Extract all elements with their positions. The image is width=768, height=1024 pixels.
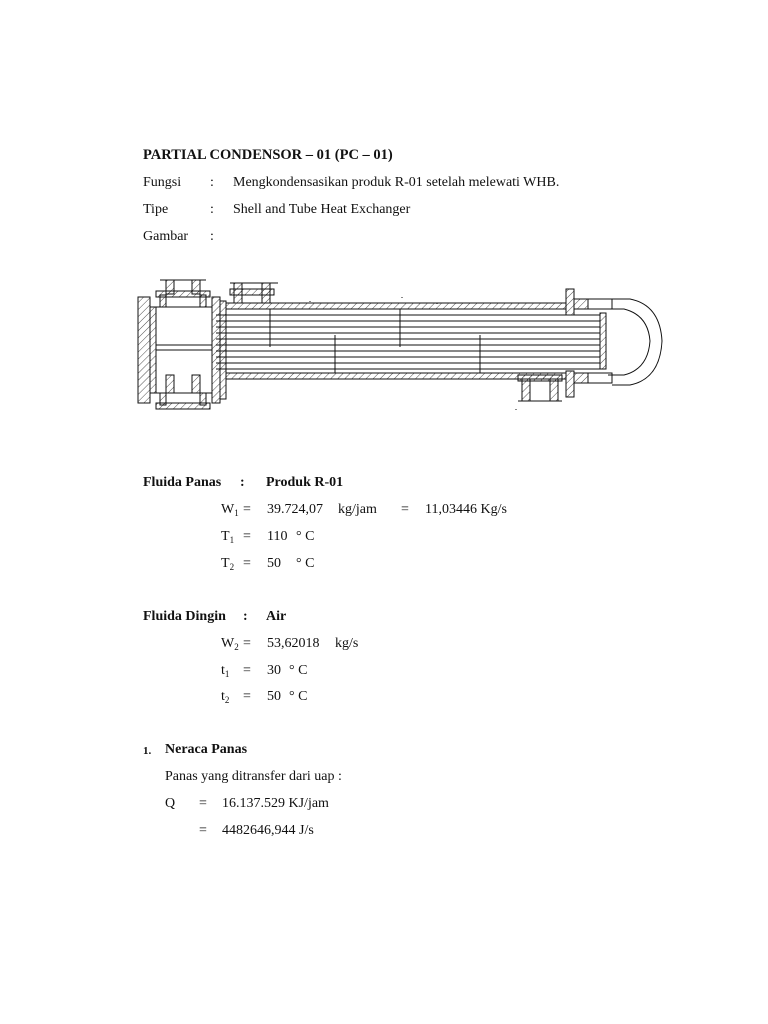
t2-equals: = [243,689,251,704]
t2-symbol: $t_2$ [221,689,230,705]
t1-unit: ° C [289,663,308,678]
tipe-colon: : [210,202,214,217]
section-number: 1. [143,745,152,757]
q-value-1: 16.137.529 KJ/jam [222,796,329,811]
T1-unit: ° C [296,529,315,544]
tipe-label: Tipe [143,202,169,217]
w2-equals: = [243,636,251,651]
heat-exchanger-drawing [130,275,670,420]
w1-equals: = [243,502,251,517]
page-title: PARTIAL CONDENSOR – 01 (PC – 01) [143,147,393,163]
hot-fluid-value: Produk R-01 [266,475,344,490]
T1-equals: = [243,529,251,544]
gambar-label: Gambar [143,229,189,244]
T2-symbol: $T_2$ [221,556,235,572]
w2-symbol: $W_2$ [221,636,239,652]
w1-unit: kg/jam [338,502,377,517]
T1-symbol: $T_1$ [221,529,235,545]
q-symbol: Q [165,796,176,811]
cold-fluid-value: Air [266,609,287,624]
T2-equals: = [243,556,251,571]
t2-value: 50 [267,689,281,704]
T2-unit: ° C [296,556,315,571]
tipe-value: Shell and Tube Heat Exchanger [233,202,411,217]
w2-unit: kg/s [335,636,359,651]
hot-fluid-label: Fluida Panas [143,475,222,490]
fungsi-colon: : [210,175,214,190]
t1-equals: = [243,663,251,678]
T1-value: 110 [267,529,288,544]
w2-value: 53,62018 [267,636,320,651]
w1-value: 39.724,07 [267,502,323,517]
fungsi-value: Mengkondensasikan produk R-01 setelah melewati WHB. [233,175,560,190]
q-value-2: 4482646,944 J/s [222,823,314,838]
w1-symbol: $W_1$ [221,502,239,518]
hot-fluid-colon: : [240,475,245,490]
section-heading: Neraca Panas [165,742,248,757]
section-intro: Panas yang ditransfer dari uap : [165,769,342,784]
cold-fluid-colon: : [243,609,248,624]
w1-value-2: 11,03446 Kg/s [425,502,507,517]
w1-equals-2: = [401,502,409,517]
cold-fluid-label: Fluida Dingin [143,609,226,624]
t1-value: 30 [267,663,281,678]
q-equals-2: = [199,823,207,838]
t1-symbol: $t_1$ [221,663,230,679]
gambar-colon: : [210,229,214,244]
q-equals-1: = [199,796,207,811]
fungsi-label: Fungsi [143,175,182,190]
t2-unit: ° C [289,689,308,704]
T2-value: 50 [267,556,281,571]
